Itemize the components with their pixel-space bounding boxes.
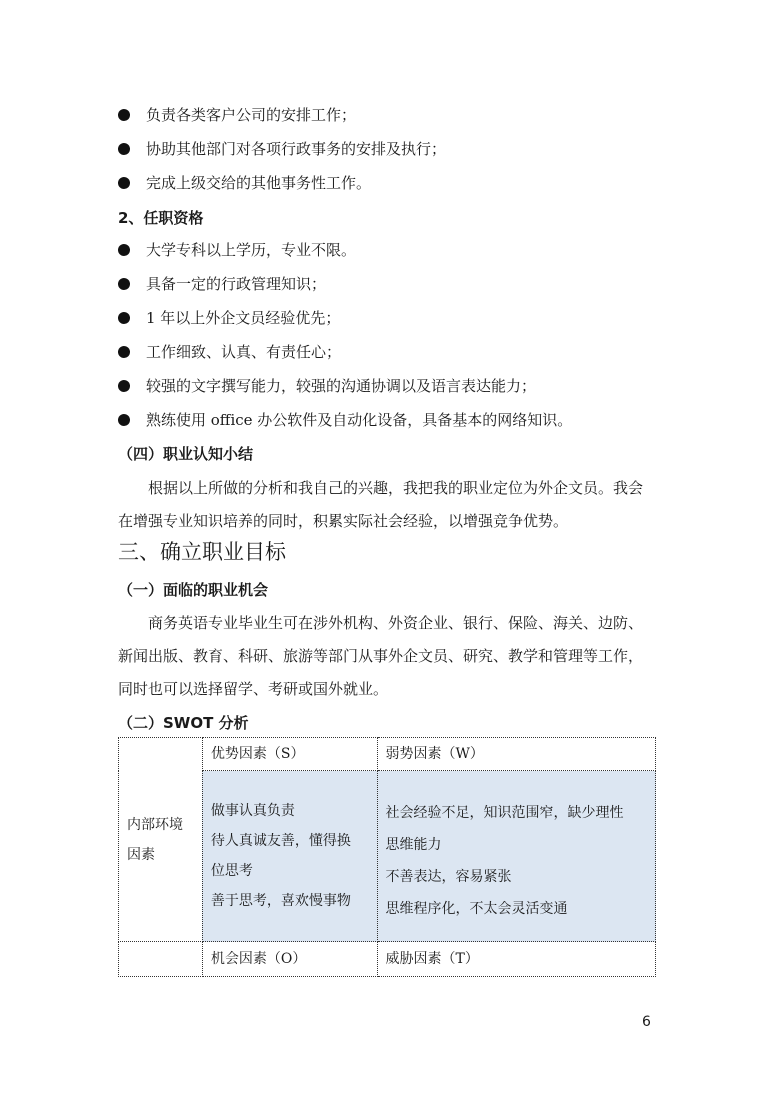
section-title: 三、确立职业目标: [118, 540, 286, 564]
qualifications-list: [118, 233, 678, 437]
bullet-icon: [118, 414, 130, 426]
bullet-icon: [118, 278, 130, 290]
heading-summary: （四）职业认知小结: [118, 445, 254, 463]
bullet-icon: [118, 109, 130, 121]
bullet-icon: [118, 143, 130, 155]
list-item: 具备一定的行政管理知识；: [118, 267, 678, 301]
strengths-cell: 做事认真负责 待人真诚友善，懂得换 位思考 善于思考，喜欢慢事物: [202, 771, 377, 942]
responsibilities-list: [118, 98, 678, 200]
list-item: 熟练使用 office 办公软件及自动化设备，具备基本的网络知识。: [118, 403, 678, 437]
list-item: 1 年以上外企文员经验优先；: [118, 301, 678, 335]
external-factors-label: [119, 942, 203, 977]
page-number: 6: [642, 1014, 651, 1030]
weaknesses-cell: 社会经验不足，知识范围窄，缺少理性 思维能力 不善表达，容易紧张 思维程序化，不太会灵活变通: [377, 771, 655, 942]
list-item: 负责各类客户公司的安排工作；: [118, 98, 678, 132]
bullet-icon: [118, 380, 130, 392]
opportunity-paragraph: 商务英语专业毕业生可在涉外机构、外资企业、银行、保险、海关、边防、 新闻出版、教育、科研、旅游等部门从事外企文员、研究、教学和管理等工作， 同时也可以选择留学、考研或国外就业。: [118, 614, 644, 698]
bullet-icon: [118, 346, 130, 358]
list-item: 工作细致、认真、有责任心；: [118, 335, 678, 369]
list-item: 较强的文字撰写能力，较强的沟通协调以及语言表达能力；: [118, 369, 678, 403]
list-item: 完成上级交给的其他事务性工作。: [118, 166, 678, 200]
bullet-icon: [118, 312, 130, 324]
bullet-icon: [118, 177, 130, 189]
list-item: 协助其他部门对各项行政事务的安排及执行；: [118, 132, 678, 166]
weakness-header: 弱势因素（W）: [377, 738, 655, 771]
list-item: 大学专科以上学历，专业不限。: [118, 233, 678, 267]
internal-factors-label: 内部环境 因素: [119, 738, 203, 942]
heading-qualifications: 2、任职资格: [118, 209, 204, 227]
strength-header: 优势因素（S）: [202, 738, 377, 771]
bullet-icon: [118, 244, 130, 256]
heading-swot: （二）SWOT 分析: [118, 714, 249, 732]
table-row: [119, 942, 656, 977]
swot-table: [118, 737, 656, 977]
opportunity-header: 机会因素（O）: [202, 942, 377, 977]
threat-header: 威胁因素（T）: [377, 942, 655, 977]
table-row: [119, 738, 656, 771]
heading-opportunity: （一）面临的职业机会: [118, 581, 269, 599]
summary-paragraph: 根据以上所做的分析和我自己的兴趣，我把我的职业定位为外企文员。我会 在增强专业知识培养的同时，积累实际社会经验，以增强竞争优势。: [118, 479, 644, 530]
